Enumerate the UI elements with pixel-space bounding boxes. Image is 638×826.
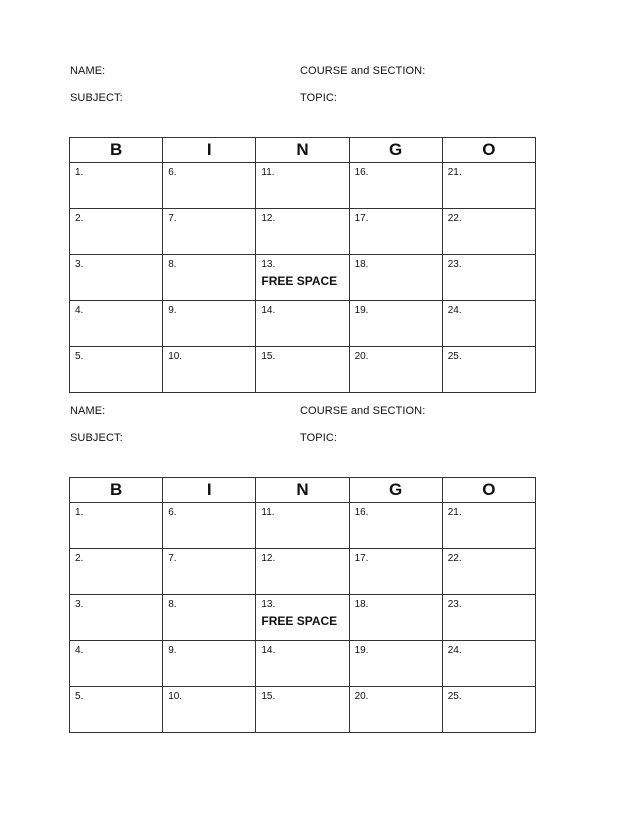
name-label: NAME: — [70, 65, 106, 77]
subject-label: SUBJECT: — [70, 432, 123, 444]
bingo-cell: 19. — [349, 301, 442, 347]
topic-label: TOPIC: — [300, 432, 338, 444]
bingo-header-row — [70, 138, 536, 163]
header-o: O — [442, 138, 535, 163]
bingo-cell: 12. — [256, 209, 349, 255]
course-section-label: COURSE and SECTION: — [300, 65, 426, 77]
header-n: N — [256, 138, 349, 163]
bingo-cell: 21. — [442, 163, 535, 209]
subject-label: SUBJECT: — [70, 92, 123, 104]
bingo-row — [70, 503, 536, 549]
bingo-cell: 10. — [163, 687, 256, 733]
bingo-cell: 18. — [349, 255, 442, 301]
bingo-card-2 — [69, 477, 536, 733]
bingo-cell: 19. — [349, 641, 442, 687]
bingo-cell: 3. — [70, 255, 163, 301]
bingo-cell: 14. — [256, 301, 349, 347]
bingo-cell: 5. — [70, 687, 163, 733]
bingo-cell: 4. — [70, 641, 163, 687]
bingo-cell: 17. — [349, 549, 442, 595]
bingo-cell: 9. — [163, 641, 256, 687]
bingo-cell: 5. — [70, 347, 163, 393]
topic-label: TOPIC: — [300, 92, 338, 104]
bingo-row — [70, 255, 536, 301]
free-space-cell — [256, 255, 349, 301]
bingo-cell: 15. — [256, 347, 349, 393]
bingo-cell: 11. — [256, 503, 349, 549]
bingo-cell: 7. — [163, 549, 256, 595]
bingo-row — [70, 209, 536, 255]
bingo-cell: 23. — [442, 595, 535, 641]
bingo-cell: 12. — [256, 549, 349, 595]
bingo-row — [70, 347, 536, 393]
bingo-cell: 18. — [349, 595, 442, 641]
bingo-row — [70, 549, 536, 595]
free-space-cell — [256, 595, 349, 641]
bingo-cell: 4. — [70, 301, 163, 347]
bingo-cell: 8. — [163, 255, 256, 301]
bingo-cell: 9. — [163, 301, 256, 347]
bingo-row — [70, 301, 536, 347]
bingo-cell: 24. — [442, 301, 535, 347]
bingo-cell: 10. — [163, 347, 256, 393]
bingo-row — [70, 163, 536, 209]
header-n: N — [256, 478, 349, 503]
bingo-cell: 3. — [70, 595, 163, 641]
header-g: G — [349, 138, 442, 163]
bingo-cell: 6. — [163, 163, 256, 209]
bingo-cell: 20. — [349, 347, 442, 393]
header-b: B — [70, 478, 163, 503]
bingo-cell: 7. — [163, 209, 256, 255]
bingo-cell: 16. — [349, 163, 442, 209]
bingo-cell: 2. — [70, 549, 163, 595]
bingo-cell: 23. — [442, 255, 535, 301]
bingo-cell: 2. — [70, 209, 163, 255]
bingo-header-row — [70, 478, 536, 503]
free-space-number: 13. — [261, 259, 276, 270]
header-o: O — [442, 478, 535, 503]
bingo-cell: 25. — [442, 687, 535, 733]
bingo-cell: 25. — [442, 347, 535, 393]
header-b: B — [70, 138, 163, 163]
bingo-cell: 16. — [349, 503, 442, 549]
bingo-cell: 6. — [163, 503, 256, 549]
bingo-cell: 20. — [349, 687, 442, 733]
free-space-number: 13. — [261, 599, 276, 610]
bingo-cell: 1. — [70, 503, 163, 549]
bingo-cell: 15. — [256, 687, 349, 733]
free-space-label: FREE SPACE — [261, 614, 338, 628]
header-i: I — [163, 478, 256, 503]
bingo-cell: 11. — [256, 163, 349, 209]
bingo-row — [70, 595, 536, 641]
bingo-card-1 — [69, 137, 536, 393]
bingo-cell: 22. — [442, 209, 535, 255]
free-space-label: FREE SPACE — [261, 274, 338, 288]
bingo-cell: 1. — [70, 163, 163, 209]
bingo-cell: 14. — [256, 641, 349, 687]
bingo-cell: 22. — [442, 549, 535, 595]
bingo-row — [70, 641, 536, 687]
header-i: I — [163, 138, 256, 163]
name-label: NAME: — [70, 405, 106, 417]
bingo-cell: 8. — [163, 595, 256, 641]
course-section-label: COURSE and SECTION: — [300, 405, 426, 417]
bingo-cell: 24. — [442, 641, 535, 687]
bingo-cell: 21. — [442, 503, 535, 549]
header-g: G — [349, 478, 442, 503]
bingo-cell: 17. — [349, 209, 442, 255]
bingo-row — [70, 687, 536, 733]
